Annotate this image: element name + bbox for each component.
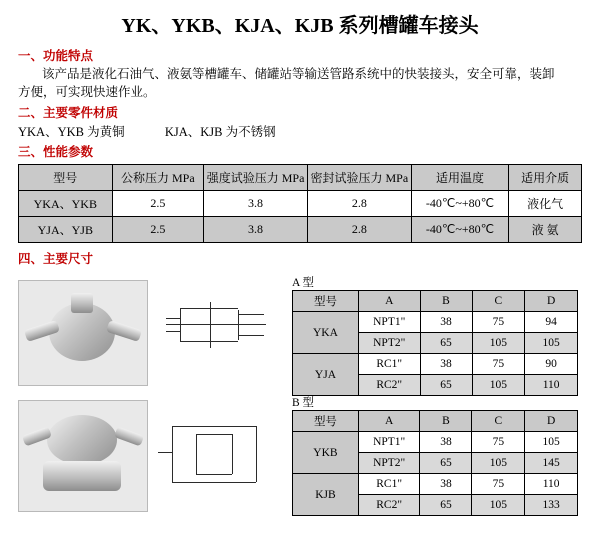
table-header-row (19, 165, 582, 191)
perf-row0-model: YKA、YKB (19, 191, 113, 217)
table-row (19, 217, 582, 243)
perf-header-seal-test: 密封试验压力 MPa (307, 165, 411, 191)
dimA-row3-d: 110 (525, 375, 578, 396)
drawing-b-dim-left (158, 452, 172, 453)
dimB-header-c: C (472, 411, 525, 432)
dimB-row3-d: 133 (525, 495, 578, 516)
drawing-b-right (256, 426, 257, 482)
features-paragraph-line2: 方便，可实现快速作业。 (18, 85, 156, 100)
drawing-b-left (172, 426, 173, 482)
table-header-row (293, 411, 578, 432)
perf-row1-temp: -40℃~+80℃ (411, 217, 508, 243)
table-row (293, 432, 578, 453)
performance-table-wrap (18, 164, 600, 243)
perf-row1-seal: 2.8 (307, 217, 411, 243)
dimB-header-a: A (358, 411, 420, 432)
dimA-header-a: A (358, 291, 420, 312)
dimA-row0-b: 38 (420, 312, 472, 333)
dimA-row2-b: 38 (420, 354, 472, 375)
features-paragraph-line1: 该产品是液化石油气、液氨等槽罐车、储罐站等输送管路系统中的快装接头，安全可靠，装卸 (42, 67, 555, 81)
dimB-header-d: D (525, 411, 578, 432)
dimA-row2-c: 75 (472, 354, 525, 375)
dimA-row3-c: 105 (472, 375, 525, 396)
perf-header-model: 型号 (19, 165, 113, 191)
dimB-row3-c: 105 (472, 495, 525, 516)
drawing-a-stub-top (166, 318, 180, 319)
table-row (19, 191, 582, 217)
dimA-row0-c: 75 (472, 312, 525, 333)
section-heading-materials: 二、主要零件材质 (18, 106, 119, 121)
perf-row0-temp: -40℃~+80℃ (411, 191, 508, 217)
drawing-a-bottom (180, 341, 238, 342)
dimA-row1-b: 65 (420, 333, 472, 354)
dimA-row0-model: YKA (293, 312, 359, 354)
dimA-header-c: C (472, 291, 525, 312)
drawing-b-inner2 (232, 434, 233, 474)
photo-b-flange (43, 461, 121, 491)
drawing-b-inner1 (196, 434, 197, 474)
perf-row1-strength: 3.8 (204, 217, 308, 243)
dimB-row1-a: NPT2" (358, 453, 420, 474)
dimB-row1-c: 105 (472, 453, 525, 474)
dimB-row0-model: YKB (293, 432, 359, 474)
dimA-row3-b: 65 (420, 375, 472, 396)
dimB-row1-d: 145 (525, 453, 578, 474)
dimA-header-model: 型号 (293, 291, 359, 312)
dimA-row2-model: YJA (293, 354, 359, 396)
drawing-b-inner-top (196, 434, 232, 435)
performance-table (18, 164, 582, 243)
photo-b-right-handle (114, 427, 144, 447)
dimB-header-b: B (420, 411, 472, 432)
dimB-row2-model: KJB (293, 474, 359, 516)
dimB-row0-b: 38 (420, 432, 472, 453)
coupling-drawing-b (152, 400, 280, 510)
dimension-table-b-label: B 型 (292, 397, 315, 410)
dimA-row1-c: 105 (472, 333, 525, 354)
dimA-row1-d: 105 (525, 333, 578, 354)
perf-header-temperature: 适用温度 (411, 165, 508, 191)
dimension-table-a-label: A 型 (292, 277, 315, 290)
dimension-table-b (292, 410, 578, 516)
dimB-row2-d: 110 (525, 474, 578, 495)
perf-row1-medium: 液 氨 (509, 217, 582, 243)
perf-row0-seal: 2.8 (307, 191, 411, 217)
table-row (293, 354, 578, 375)
dimA-header-b: B (420, 291, 472, 312)
perf-header-strength-test: 强度试验压力 MPa (204, 165, 308, 191)
dimB-row3-b: 65 (420, 495, 472, 516)
drawing-a-tail-bottom (238, 335, 264, 336)
dimB-row0-c: 75 (472, 432, 525, 453)
materials-line (18, 122, 600, 140)
photo-b-body-shape (47, 415, 117, 465)
section-heading-performance: 三、性能参数 (18, 145, 94, 160)
dimA-row0-d: 94 (525, 312, 578, 333)
dimB-row0-a: NPT1" (358, 432, 420, 453)
drawing-a-axis (166, 324, 266, 325)
dimB-row2-b: 38 (420, 474, 472, 495)
dimB-row2-a: RC1" (358, 474, 420, 495)
perf-row0-nominal: 2.5 (112, 191, 204, 217)
perf-row0-strength: 3.8 (204, 191, 308, 217)
drawing-a-vline1 (180, 308, 181, 342)
drawing-a-tail-top (238, 314, 264, 315)
coupling-photo-a (18, 280, 148, 386)
material-brass-text: YKA、YKB 为黄铜 (18, 125, 125, 140)
drawing-b-inner-bottom (196, 474, 232, 475)
coupling-drawing-a (152, 280, 280, 384)
dimB-row2-c: 75 (472, 474, 525, 495)
dimensions-area (0, 272, 600, 534)
drawing-b-bottom (172, 482, 256, 483)
dimA-header-d: D (525, 291, 578, 312)
perf-header-nominal-pressure: 公称压力 MPa (112, 165, 204, 191)
photo-a-neck (71, 293, 93, 313)
dimB-row1-b: 65 (420, 453, 472, 474)
coupling-photo-b (18, 400, 148, 512)
perf-row0-medium: 液化气 (509, 191, 582, 217)
page-title: YK、YKB、KJA、KJB 系列槽罐车接头 (121, 15, 479, 37)
table-row (293, 474, 578, 495)
dimension-table-a (292, 290, 578, 396)
section-heading-features: 一、功能特点 (18, 49, 94, 63)
drawing-b-top (172, 426, 256, 427)
dimA-row1-a: NPT2" (358, 333, 420, 354)
dimB-row0-d: 105 (525, 432, 578, 453)
dimA-row2-d: 90 (525, 354, 578, 375)
section-heading-dimensions: 四、主要尺寸 (18, 252, 94, 267)
table-header-row (293, 291, 578, 312)
dimA-row2-a: RC1" (358, 354, 420, 375)
drawing-a-stub-bottom (166, 331, 180, 332)
dimA-row0-a: NPT1" (358, 312, 420, 333)
table-row (293, 312, 578, 333)
material-stainless-text: KJA、KJB 为不锈钢 (164, 125, 276, 140)
dimB-header-model: 型号 (293, 411, 359, 432)
perf-header-medium: 适用介质 (509, 165, 582, 191)
drawing-a-top (180, 308, 238, 309)
dimB-row3-a: RC2" (358, 495, 420, 516)
perf-row1-model: YJA、YJB (19, 217, 113, 243)
perf-row1-nominal: 2.5 (112, 217, 204, 243)
dimA-row3-a: RC2" (358, 375, 420, 396)
